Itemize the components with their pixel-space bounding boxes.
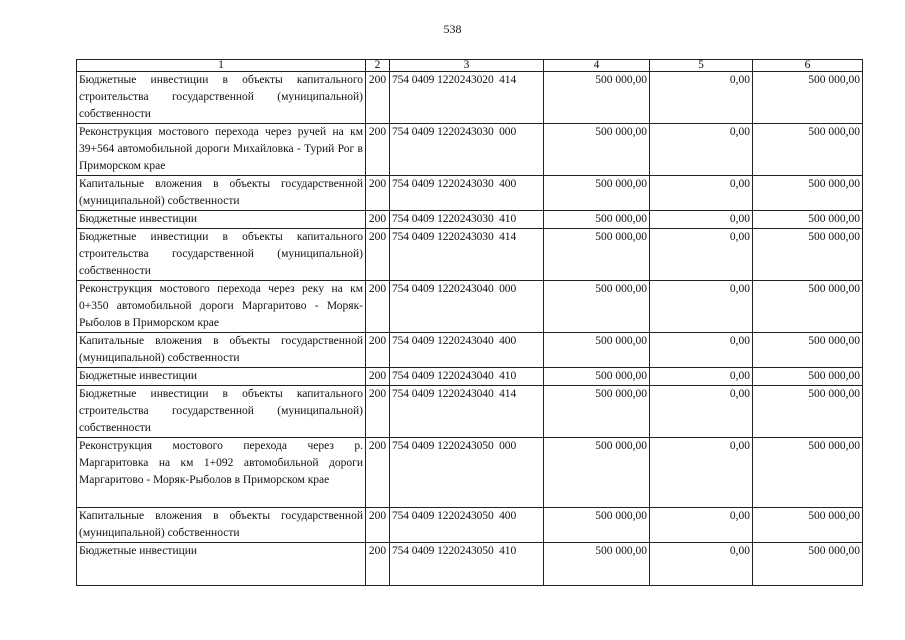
row-value-col5-cell: 0,00 xyxy=(650,211,753,229)
row-value-col5-cell: 0,00 xyxy=(650,72,753,124)
row-code-cell: 200 xyxy=(366,543,390,586)
row-value-col4-cell: 500 000,00 xyxy=(544,438,650,508)
row-classifier-cell: 754 0409 1220243020 414 xyxy=(390,72,544,124)
row-value-col4-cell: 500 000,00 xyxy=(544,543,650,586)
table-row xyxy=(77,281,863,333)
row-value-col4-cell: 500 000,00 xyxy=(544,72,650,124)
column-header-4: 4 xyxy=(544,60,650,72)
row-value-col4-cell: 500 000,00 xyxy=(544,508,650,543)
row-value-col5-cell: 0,00 xyxy=(650,368,753,386)
page-number: 538 xyxy=(443,22,462,36)
row-classifier-cell: 754 0409 1220243050 000 xyxy=(390,438,544,508)
row-code-cell: 200 xyxy=(366,333,390,368)
row-classifier-cell: 754 0409 1220243030 400 xyxy=(390,176,544,211)
column-header-3: 3 xyxy=(390,60,544,72)
row-code-cell: 200 xyxy=(366,508,390,543)
table-row xyxy=(77,543,863,586)
row-value-col6-cell: 500 000,00 xyxy=(753,386,863,438)
table-body xyxy=(77,72,863,586)
row-classifier-cell: 754 0409 1220243050 400 xyxy=(390,508,544,543)
row-classifier-cell: 754 0409 1220243040 410 xyxy=(390,368,544,386)
column-header-6: 6 xyxy=(753,60,863,72)
budget-table xyxy=(76,59,863,586)
row-classifier-cell: 754 0409 1220243040 414 xyxy=(390,386,544,438)
row-value-col4-cell: 500 000,00 xyxy=(544,229,650,281)
table-row xyxy=(77,229,863,281)
row-value-col6-cell: 500 000,00 xyxy=(753,543,863,586)
row-classifier-cell: 754 0409 1220243030 410 xyxy=(390,211,544,229)
row-classifier-cell: 754 0409 1220243050 410 xyxy=(390,543,544,586)
row-name-cell: Реконструкция мостового перехода через р. Маргаритовка на км 1+092 автомобильной дороги Маргаритово - Моряк-Рыболов в Приморском крае xyxy=(77,438,366,508)
row-name-cell: Бюджетные инвестиции xyxy=(77,211,366,229)
column-header-2: 2 xyxy=(366,60,390,72)
row-name-cell: Реконструкция мостового перехода через ручей на км 39+564 автомобильной дороги Михайловка - Турий Рог в Приморском крае xyxy=(77,124,366,176)
row-name-cell: Капитальные вложения в объекты государственной (муниципальной) собственности xyxy=(77,333,366,368)
row-name-cell: Бюджетные инвестиции в объекты капитального строительства государственной (муниципальной) собственности xyxy=(77,386,366,438)
row-classifier-cell: 754 0409 1220243040 400 xyxy=(390,333,544,368)
row-code-cell: 200 xyxy=(366,438,390,508)
table-row xyxy=(77,72,863,124)
row-value-col5-cell: 0,00 xyxy=(650,543,753,586)
row-value-col4-cell: 500 000,00 xyxy=(544,386,650,438)
row-name-cell: Капитальные вложения в объекты государственной (муниципальной) собственности xyxy=(77,508,366,543)
row-value-col5-cell: 0,00 xyxy=(650,176,753,211)
row-value-col6-cell: 500 000,00 xyxy=(753,72,863,124)
row-value-col5-cell: 0,00 xyxy=(650,333,753,368)
row-value-col4-cell: 500 000,00 xyxy=(544,333,650,368)
row-value-col6-cell: 500 000,00 xyxy=(753,229,863,281)
row-value-col5-cell: 0,00 xyxy=(650,281,753,333)
row-value-col4-cell: 500 000,00 xyxy=(544,124,650,176)
table-row xyxy=(77,176,863,211)
row-name-cell: Капитальные вложения в объекты государственной (муниципальной) собственности xyxy=(77,176,366,211)
row-value-col6-cell: 500 000,00 xyxy=(753,281,863,333)
row-code-cell: 200 xyxy=(366,72,390,124)
table-row xyxy=(77,438,863,508)
header-row xyxy=(77,60,863,72)
row-code-cell: 200 xyxy=(366,229,390,281)
row-name-cell: Бюджетные инвестиции xyxy=(77,368,366,386)
row-name-cell: Бюджетные инвестиции в объекты капитального строительства государственной (муниципальной) собственности xyxy=(77,72,366,124)
row-value-col4-cell: 500 000,00 xyxy=(544,281,650,333)
column-header-5: 5 xyxy=(650,60,753,72)
row-value-col6-cell: 500 000,00 xyxy=(753,211,863,229)
row-value-col5-cell: 0,00 xyxy=(650,386,753,438)
row-classifier-cell: 754 0409 1220243030 414 xyxy=(390,229,544,281)
row-classifier-cell: 754 0409 1220243040 000 xyxy=(390,281,544,333)
row-value-col4-cell: 500 000,00 xyxy=(544,368,650,386)
row-value-col6-cell: 500 000,00 xyxy=(753,176,863,211)
row-name-cell: Бюджетные инвестиции в объекты капитального строительства государственной (муниципальной) собственности xyxy=(77,229,366,281)
row-name-cell: Бюджетные инвестиции xyxy=(77,543,366,586)
row-value-col5-cell: 0,00 xyxy=(650,438,753,508)
row-value-col5-cell: 0,00 xyxy=(650,229,753,281)
table-row xyxy=(77,508,863,543)
row-code-cell: 200 xyxy=(366,386,390,438)
row-code-cell: 200 xyxy=(366,176,390,211)
column-header-1: 1 xyxy=(77,60,366,72)
row-code-cell: 200 xyxy=(366,124,390,176)
row-value-col6-cell: 500 000,00 xyxy=(753,438,863,508)
row-code-cell: 200 xyxy=(366,368,390,386)
row-value-col4-cell: 500 000,00 xyxy=(544,211,650,229)
table-row xyxy=(77,368,863,386)
row-value-col5-cell: 0,00 xyxy=(650,508,753,543)
row-value-col5-cell: 0,00 xyxy=(650,124,753,176)
row-value-col6-cell: 500 000,00 xyxy=(753,333,863,368)
row-value-col6-cell: 500 000,00 xyxy=(753,508,863,543)
row-value-col4-cell: 500 000,00 xyxy=(544,176,650,211)
row-code-cell: 200 xyxy=(366,281,390,333)
table-row xyxy=(77,386,863,438)
table-row xyxy=(77,124,863,176)
table-row xyxy=(77,211,863,229)
row-code-cell: 200 xyxy=(366,211,390,229)
row-value-col6-cell: 500 000,00 xyxy=(753,368,863,386)
row-classifier-cell: 754 0409 1220243030 000 xyxy=(390,124,544,176)
table-row xyxy=(77,333,863,368)
row-name-cell: Реконструкция мостового перехода через реку на км 0+350 автомобильной дороги Маргаритово - Моряк-Рыболов в Приморском крае xyxy=(77,281,366,333)
row-value-col6-cell: 500 000,00 xyxy=(753,124,863,176)
